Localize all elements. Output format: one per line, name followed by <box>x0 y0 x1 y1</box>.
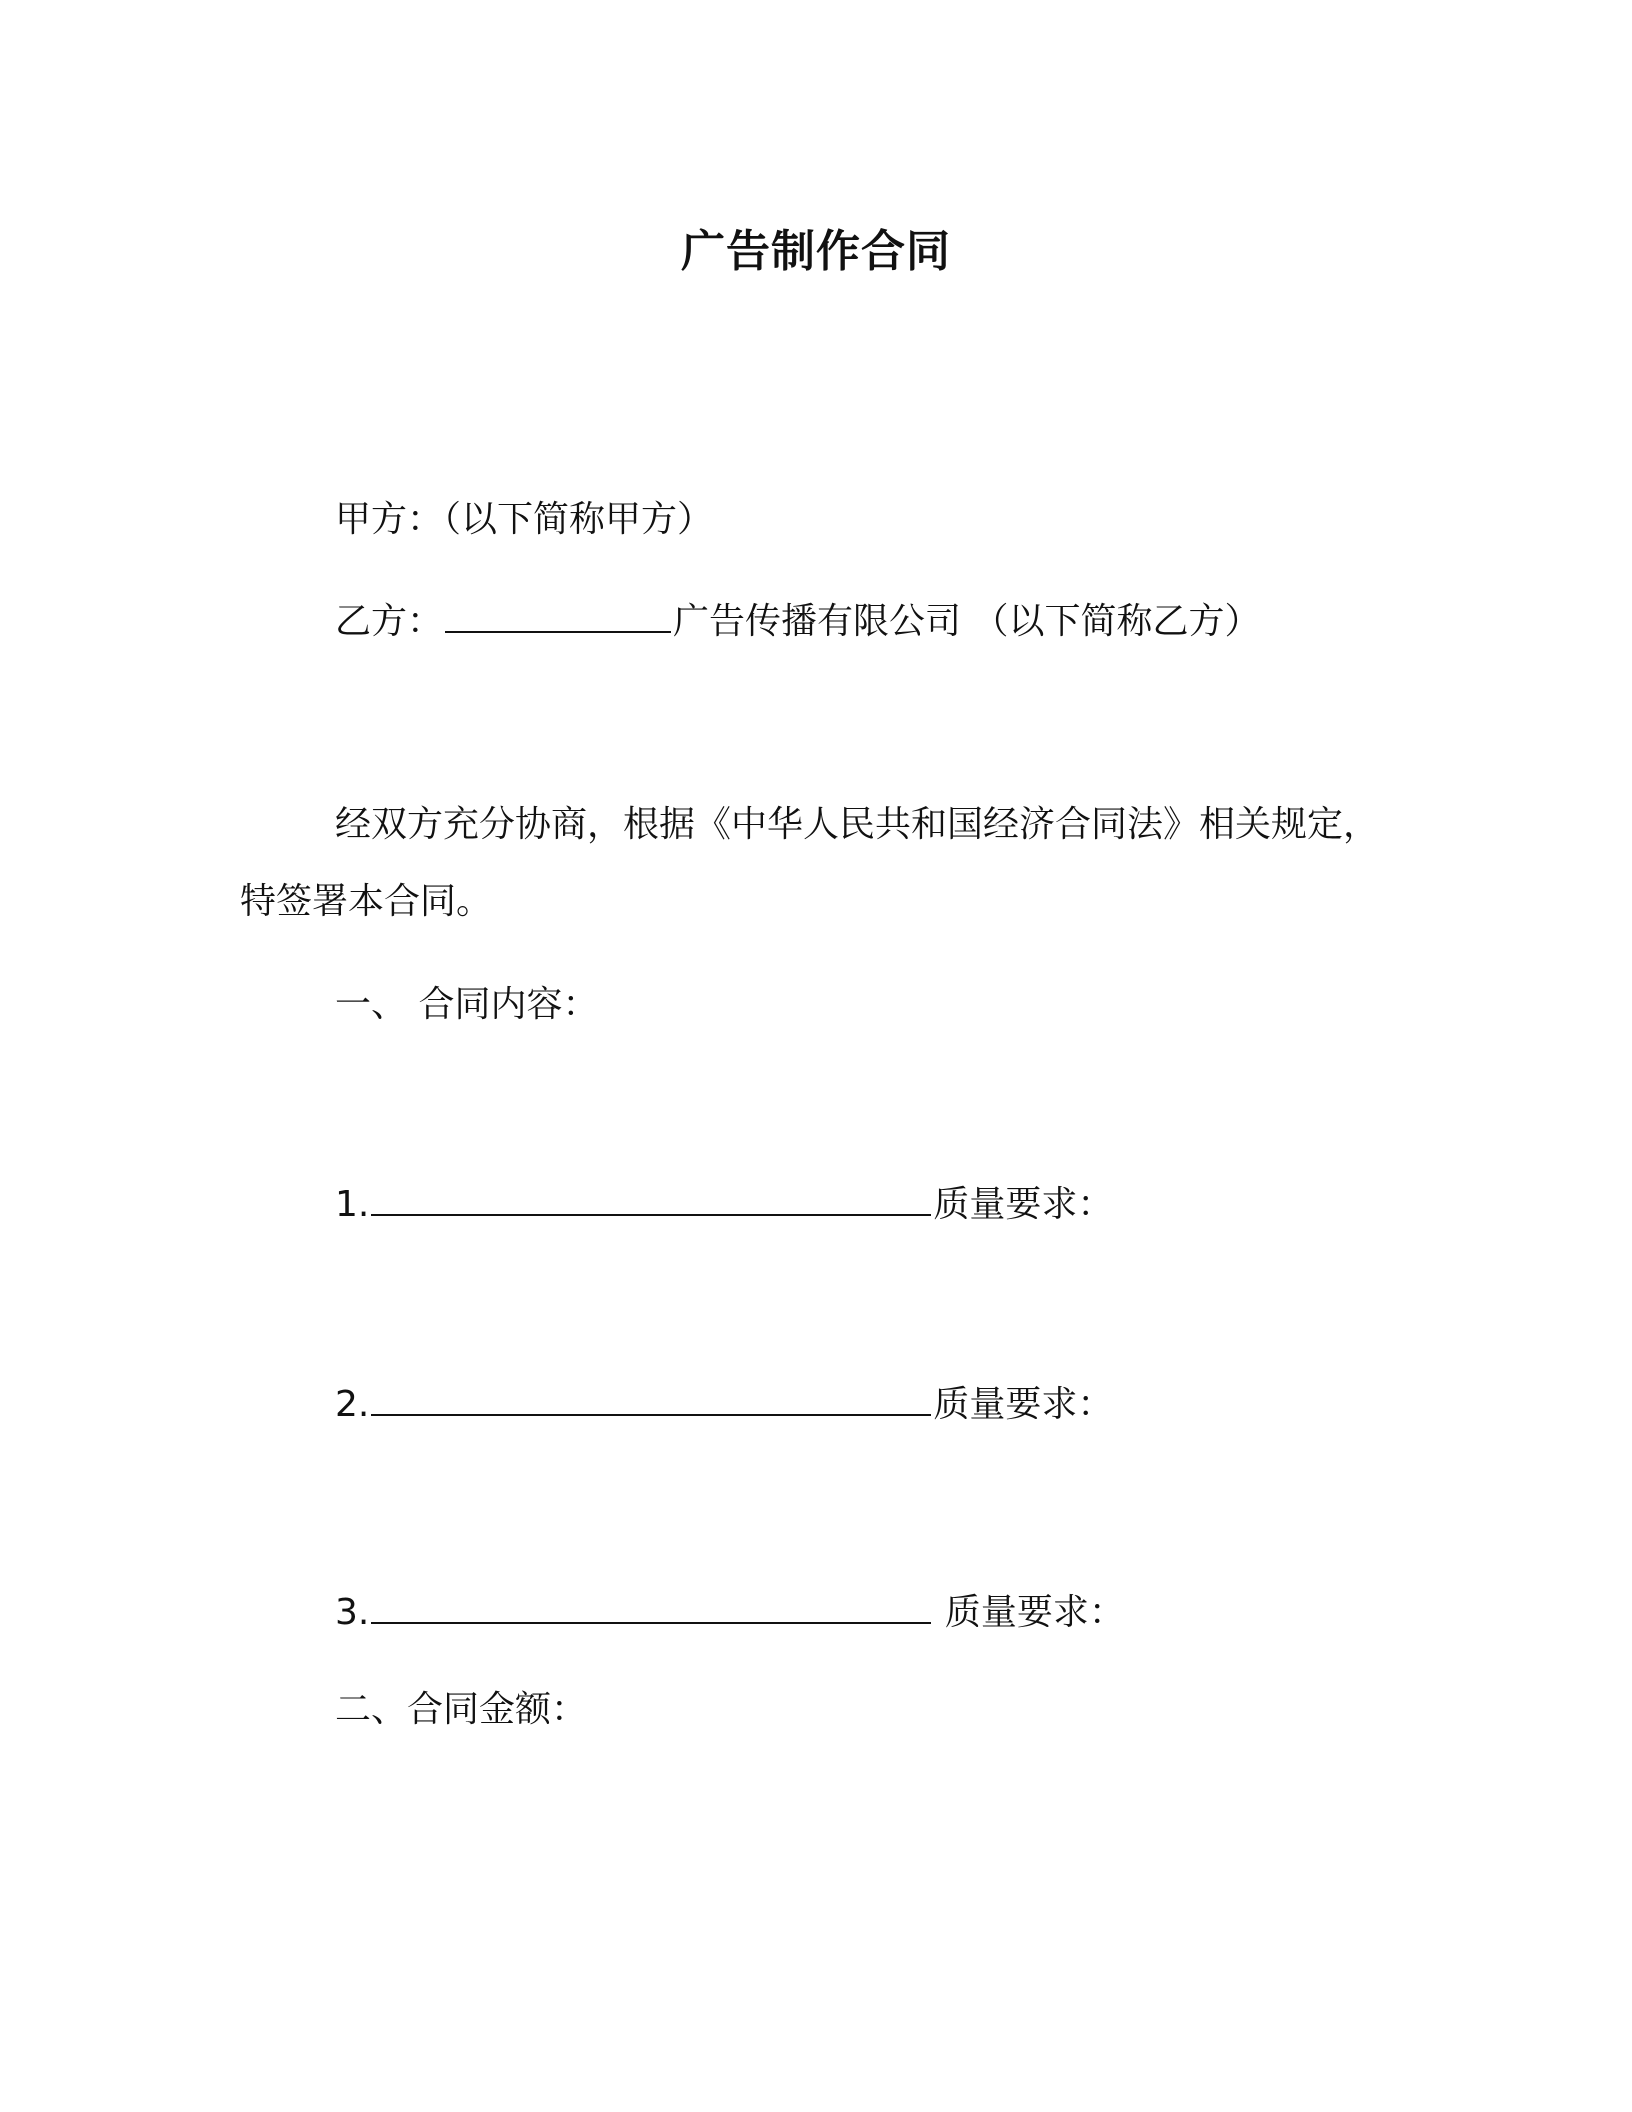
item-3-blank[interactable] <box>371 1588 931 1624</box>
party-a-suffix: （以下简称甲方） <box>443 499 714 540</box>
item-2-number: 2. <box>335 1384 370 1425</box>
preamble-line-2: 特签署本合同。 <box>240 881 493 922</box>
item-1-number: 1. <box>335 1184 370 1225</box>
party-b-company: 广告传播有限公司 <box>673 601 962 642</box>
party-a-label: 甲方： <box>335 499 444 540</box>
item-2-quality-label: 质量要求： <box>933 1384 1114 1425</box>
party-b-line <box>335 597 1261 647</box>
item-3-quality-label: 质量要求： <box>944 1592 1125 1633</box>
document-title: 广告制作合同 <box>681 226 951 277</box>
party-b-suffix: （以下简称乙方） <box>972 601 1261 642</box>
item-3-number: 3. <box>335 1592 370 1633</box>
party-b-name-blank[interactable] <box>445 597 671 633</box>
party-a-line <box>335 495 713 545</box>
item-1-blank[interactable] <box>371 1180 931 1216</box>
content-item-3 <box>335 1588 1125 1638</box>
section-2-heading: 二、合同金额： <box>335 1689 588 1730</box>
preamble-line-1: 经双方充分协商，根据《中华人民共和国经济合同法》相关规定， <box>335 804 1380 845</box>
content-item-1 <box>335 1180 1113 1230</box>
section-1-heading: 一、 合同内容： <box>335 984 599 1025</box>
content-item-2 <box>335 1380 1113 1430</box>
item-2-blank[interactable] <box>371 1380 931 1416</box>
item-1-quality-label: 质量要求： <box>933 1184 1114 1225</box>
party-b-label: 乙方： <box>335 601 444 642</box>
